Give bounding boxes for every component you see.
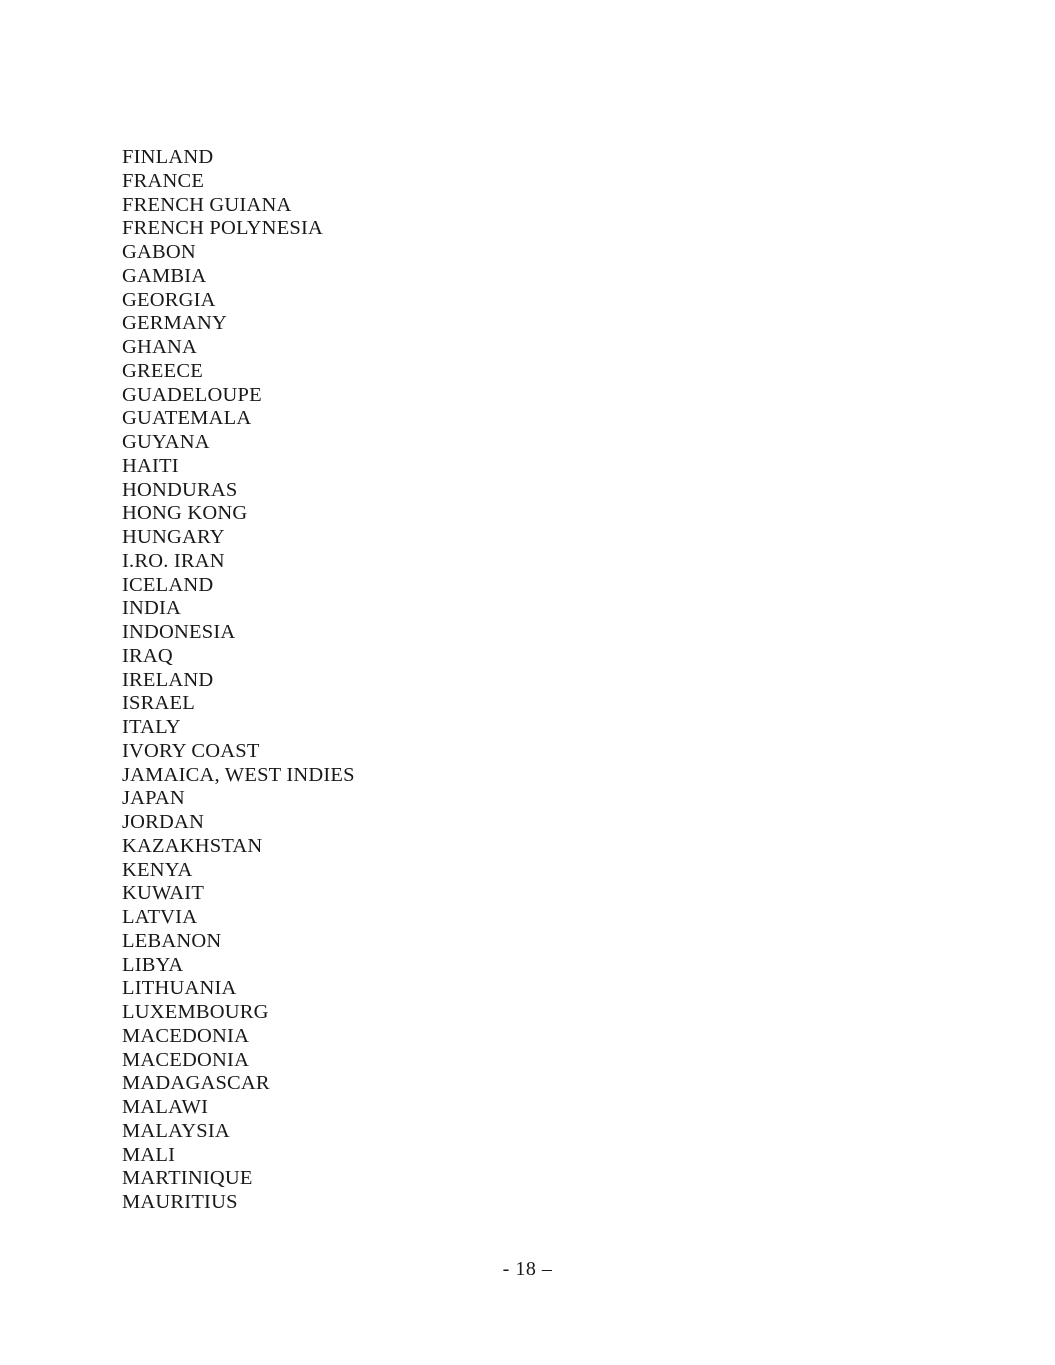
list-item: GUYANA xyxy=(122,431,210,453)
list-item: FINLAND xyxy=(122,146,214,168)
list-item: FRANCE xyxy=(122,169,205,192)
list-item: GUATEMALA xyxy=(122,407,252,430)
list-item: JORDAN xyxy=(122,811,205,833)
list-item: HONDURAS xyxy=(122,478,238,501)
list-item: LIBYA xyxy=(122,953,184,976)
list-item: GREECE xyxy=(122,359,203,382)
list-item: KUWAIT xyxy=(122,882,205,905)
list-item: KENYA xyxy=(122,858,193,881)
list-item: MARTINIQUE xyxy=(122,1167,253,1190)
list-item: LEBANON xyxy=(122,929,222,952)
list-item: JAPAN xyxy=(122,787,185,810)
list-item: GABON xyxy=(122,241,196,263)
list-item: ICELAND xyxy=(122,573,214,596)
list-item: IVORY COAST xyxy=(122,739,260,762)
list-item: MACEDONIA xyxy=(122,1048,250,1071)
list-item: LUXEMBOURG xyxy=(122,1001,269,1023)
list-item: ISRAEL xyxy=(122,692,195,715)
list-item: MALAYSIA xyxy=(122,1119,230,1142)
list-item: FRENCH POLYNESIA xyxy=(122,217,324,240)
list-item: MACEDONIA xyxy=(122,1024,250,1047)
list-item: HONG KONG xyxy=(122,502,248,525)
country-list xyxy=(122,146,682,1215)
list-item: IRAQ xyxy=(122,644,173,667)
list-item: GUADELOUPE xyxy=(122,383,262,406)
page-number: - 18 – xyxy=(502,1258,553,1280)
list-item: GEORGIA xyxy=(122,288,216,311)
list-item: I.RO. IRAN xyxy=(122,549,225,572)
list-item: FRENCH GUIANA xyxy=(122,193,292,216)
list-item: GAMBIA xyxy=(122,264,207,287)
list-item: LITHUANIA xyxy=(122,977,237,1000)
list-item: MAURITIUS xyxy=(122,1191,238,1213)
list-item: INDIA xyxy=(122,597,182,620)
list-item: IRELAND xyxy=(122,668,214,691)
list-item: INDONESIA xyxy=(122,621,236,643)
list-item: ITALY xyxy=(122,716,181,738)
list-item: KAZAKHSTAN xyxy=(122,834,263,857)
list-item: MALAWI xyxy=(122,1096,209,1118)
list-item: LATVIA xyxy=(122,906,198,928)
list-item: HUNGARY xyxy=(122,526,225,548)
list-item: GHANA xyxy=(122,336,198,358)
list-item: GERMANY xyxy=(122,312,228,335)
list-item: MALI xyxy=(122,1143,176,1166)
list-item: JAMAICA, WEST INDIES xyxy=(122,763,355,786)
list-item: MADAGASCAR xyxy=(122,1072,270,1095)
list-item: HAITI xyxy=(122,454,179,477)
